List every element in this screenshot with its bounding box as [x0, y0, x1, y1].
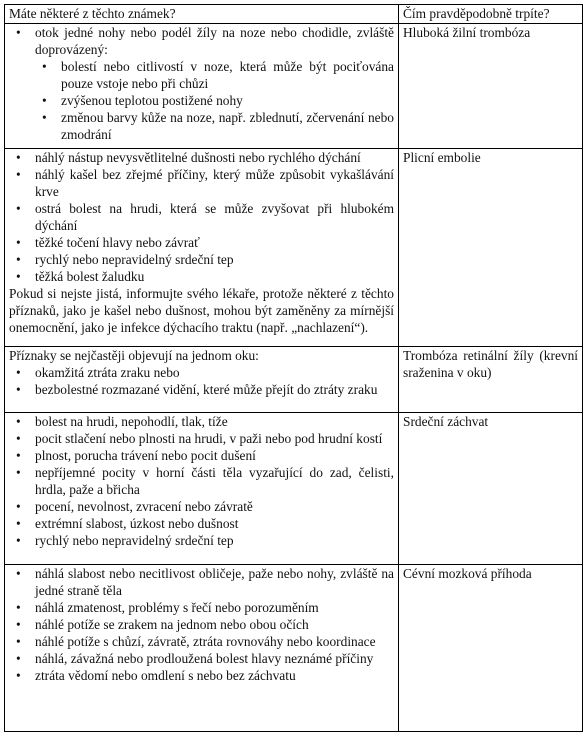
- symptom-list: [9, 413, 394, 549]
- list-item: • plnost, porucha trávení nebo pocit dušení: [35, 447, 394, 464]
- table-row: [5, 347, 583, 413]
- list-item: • extrémní slabost, úzkost nebo dušnost: [35, 515, 394, 532]
- list-item: • náhlé potíže s chůzí, závratě, ztráta rovnováhy nebo koordinace: [35, 633, 394, 650]
- table-row: [5, 565, 583, 732]
- list-item: • náhlý kašel bez zřejmé příčiny, který může způsobit vykašlávání krve: [35, 166, 394, 200]
- list-item: • bolestí nebo citlivostí v noze, která může být pociťována pouze vstoje nebo při chůzi: [61, 58, 394, 92]
- list-item: • zvýšenou teplotou postižené nohy: [61, 92, 394, 109]
- symptoms-cell: [5, 149, 399, 347]
- symptoms-cell: [5, 24, 399, 149]
- diagnosis-cell: Plicní embolie: [399, 149, 583, 347]
- list-item: • rychlý nebo nepravidelný srdeční tep: [35, 251, 394, 268]
- symptoms-cell: [5, 565, 399, 732]
- list-item: • ostrá bolest na hrudi, která se může zvyšovat při hlubokém dýchání: [35, 200, 394, 234]
- diagnosis-cell: Srdeční záchvat: [399, 413, 583, 565]
- table-row: [5, 24, 583, 149]
- list-item: • pocit stlačení nebo plnosti na hrudi, v paži nebo pod hrudní kostí: [35, 430, 394, 447]
- symptom-list: [9, 364, 394, 398]
- symptom-list: [9, 24, 394, 143]
- list-item: • ztráta vědomí nebo omdlení s nebo bez záchvatu: [35, 667, 394, 684]
- list-item: • náhlá, závažná nebo prodloužená bolest hlavy neznámé příčiny: [35, 650, 394, 667]
- table-header-row: [5, 5, 583, 24]
- list-item: • pocení, nevolnost, zvracení nebo závratě: [35, 498, 394, 515]
- list-item: • bezbolestné rozmazané vidění, které může přejít do ztráty zraku: [35, 381, 394, 398]
- list-item: • náhlý nástup nevysvětlitelné dušnosti nebo rychlého dýchání: [35, 149, 394, 166]
- list-item: • okamžitá ztráta zraku nebo: [35, 364, 394, 381]
- list-item: • náhlá zmatenost, problémy s řečí nebo porozuměním: [35, 599, 394, 616]
- header-symptoms: Máte některé z těchto známek?: [5, 5, 399, 24]
- list-item: • náhlá slabost nebo necitlivost obličeje, paže nebo nohy, zvláště na jedné straně těla: [35, 565, 394, 599]
- diagnosis-cell: Hluboká žilní trombóza: [399, 24, 583, 149]
- table-row: [5, 413, 583, 565]
- list-item: • bolest na hrudi, nepohodlí, tlak, tíže: [35, 413, 394, 430]
- list-item: • těžká bolest žaludku: [35, 268, 394, 285]
- symptom-list: [9, 565, 394, 684]
- symptom-list: [9, 149, 394, 285]
- list-item: • změnou barvy kůže na noze, např. zblednutí, zčervenání nebo zmodrání: [61, 109, 394, 143]
- list-item: • těžké točení hlavy nebo závrať: [35, 234, 394, 251]
- list-item: [35, 24, 394, 143]
- symptoms-table: [4, 4, 583, 732]
- symptom-intro: Příznaky se nejčastěji objevují na jednom oku:: [9, 348, 259, 363]
- diagnosis-cell: Trombóza retinální žíly (krevní sraženina v oku): [399, 347, 583, 413]
- table-row: [5, 149, 583, 347]
- symptoms-cell: [5, 413, 399, 565]
- list-item: • náhlé potíže se zrakem na jednom nebo obou očích: [35, 616, 394, 633]
- warning-note: Pokud si nejste jistá, informujte svého lékaře, protože některé z těchto příznaků, jako je kašel nebo dušnost, mohou být zaměněny za mírnější onemocnění, jako je infekce dýchacího traktu (např. „nachlazení“).: [9, 286, 394, 335]
- sub-symptom-list: [35, 58, 394, 143]
- list-item: • rychlý nebo nepravidelný srdeční tep: [35, 532, 394, 549]
- diagnosis-cell: Cévní mozková příhoda: [399, 565, 583, 732]
- symptoms-cell: [5, 347, 399, 413]
- header-diagnosis: Čím pravděpodobně trpíte?: [399, 5, 583, 24]
- list-item-text: otok jedné nohy nebo podél žíly na noze nebo chodidle, zvláště doprovázený:: [35, 25, 394, 57]
- list-item: • nepříjemné pocity v horní části těla vyzařující do zad, čelisti, hrdla, paže a břicha: [35, 464, 394, 498]
